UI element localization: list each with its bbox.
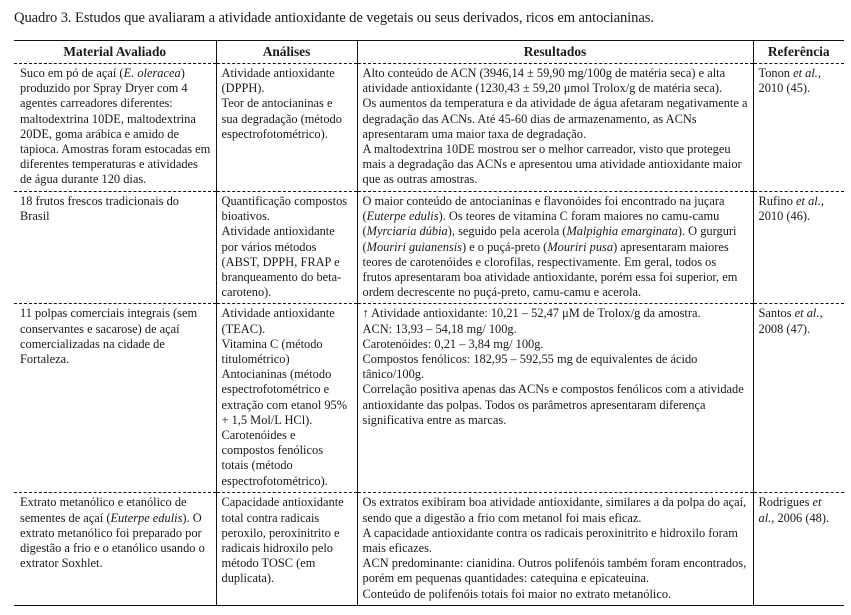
header-material: Material Avaliado <box>14 41 216 64</box>
header-resultados: Resultados <box>357 41 753 64</box>
cell-resultados: Os extratos exibiram boa atividade antioxidante, similares a da polpa do açaí, sendo que a digestão a frio com metanol foi mais eficaz. A capacidade antioxidante contra os radicais peroxinitrito e hidroxilo foram mais eficazes. ACN predominante: cianidina. Outros polifenóis também foram encontrados, porém em pequenas quantidades: catequina e epicateuina. Conteúdo de polifenóis totais foi maior no extrato metanólico. <box>357 493 753 605</box>
cell-referencia: Tonon et al., 2010 (45). <box>753 64 844 192</box>
cell-referencia: Rufino et al., 2010 (46). <box>753 192 844 304</box>
cell-resultados: Alto conteúdo de ACN (3946,14 ± 59,90 mg/100g de matéria seca) e alta atividade antioxidante (1230,43 ± 59,20 μmol Trolox/g de matéria seca). Os aumentos da temperatura e da atividade de água afetaram negativamente a degradação das ACNs. Até 45-60 dias de armazenamento, as ACNs apresentaram uma maior taxa de degradação. A maltodextrina 10DE mostrou ser o melhor carreador, visto que protegeu mais a degradação das ACNs e apresentou uma atividade antioxidante maior que as outras amostras. <box>357 64 753 192</box>
table-header-row <box>14 41 844 64</box>
cell-material: 18 frutos frescos tradicionais do Brasil <box>14 192 216 304</box>
cell-analises: Quantificação compostos bioativos. Atividade antioxidante por vários métodos (ABST, DPPH, FRAP e branqueamento do beta-caroteno). <box>216 192 357 304</box>
cell-referencia: Santos et al., 2008 (47). <box>753 304 844 493</box>
cell-material: Suco em pó de açaí (E. oleracea) produzido por Spray Dryer com 4 agentes carreadores diferentes: maltodextrina 10DE, maltodextrina 20DE, goma arábica e amido de tapioca. Amostras foram estocadas em diferentes temperaturas e atividades de água durante 120 dias. <box>14 64 216 192</box>
cell-analises: Atividade antioxidante (DPPH). Teor de antocianinas e sua degradação (método espectrofotométrico). <box>216 64 357 192</box>
header-analises: Análises <box>216 41 357 64</box>
cell-resultados: O maior conteúdo de antocianinas e flavonóides foi encontrado na juçara (Euterpe edulis). Os teores de vitamina C foram maiores no camu-camu (Myrciaria dúbia), seguido pela acerola (Malpighia emarginata). O gurguri (Mouriri guianensis) e o puçá-preto (Mouriri pusa) apresentaram maiores teores de carotenóides e clorofilas, respectivamente. Em geral, todos os frutos apresentaram boa atividade antioxidante, porém essa foi superior, em ordem decrescente no puçá-preto, camu-camu e acerola. <box>357 192 753 304</box>
cell-analises: Atividade antioxidante (TEAC). Vitamina C (método titulométrico) Antocianinas (método espectrofotométrico e extração com etanol 95% + 1,5 Mol/L HCl). Carotenóides e compostos fenólicos totais (método espectrofotométrico). <box>216 304 357 493</box>
cell-referencia: Rodrigues et al., 2006 (48). <box>753 493 844 605</box>
table-row <box>14 304 844 493</box>
table-row <box>14 192 844 304</box>
table-row <box>14 493 844 605</box>
table-caption: Quadro 3. Estudos que avaliaram a atividade antioxidante de vegetais ou seus derivados, ricos em antocianinas. <box>14 10 654 26</box>
header-referencia: Referência <box>753 41 844 64</box>
cell-material: Extrato metanólico e etanólico de sementes de açaí (Euterpe edulis). O extrato metanólico foi preparado por digestão a frio e o etanólico usando o extrator Soxhlet. <box>20 495 205 571</box>
table-row <box>14 64 844 192</box>
cell-resultados: ↑ Atividade antioxidante: 10,21 – 52,47 μM de Trolox/g da amostra. ACN: 13,93 – 54,18 mg/ 100g. Carotenóides: 0,21 – 3,84 mg/ 100g. Compostos fenólicos: 182,95 – 592,55 mg de equivalentes de ácido tânico/100g. Correlação positiva apenas das ACNs e compostos fenólicos com a atividade antioxidante das polpas. Todos os parâmetros apresentaram diferença significativa entre as marcas. <box>357 304 753 493</box>
studies-table <box>14 40 844 606</box>
cell-material: 11 polpas comerciais integrais (sem conservantes e sacarose) de açaí comercializadas na cidade de Fortaleza. <box>14 304 216 493</box>
cell-analises: Capacidade antioxidante total contra radicais peroxilo, peroxinitrito e radicais hidroxilo pelo método TOSC (em duplicata). <box>216 493 357 605</box>
